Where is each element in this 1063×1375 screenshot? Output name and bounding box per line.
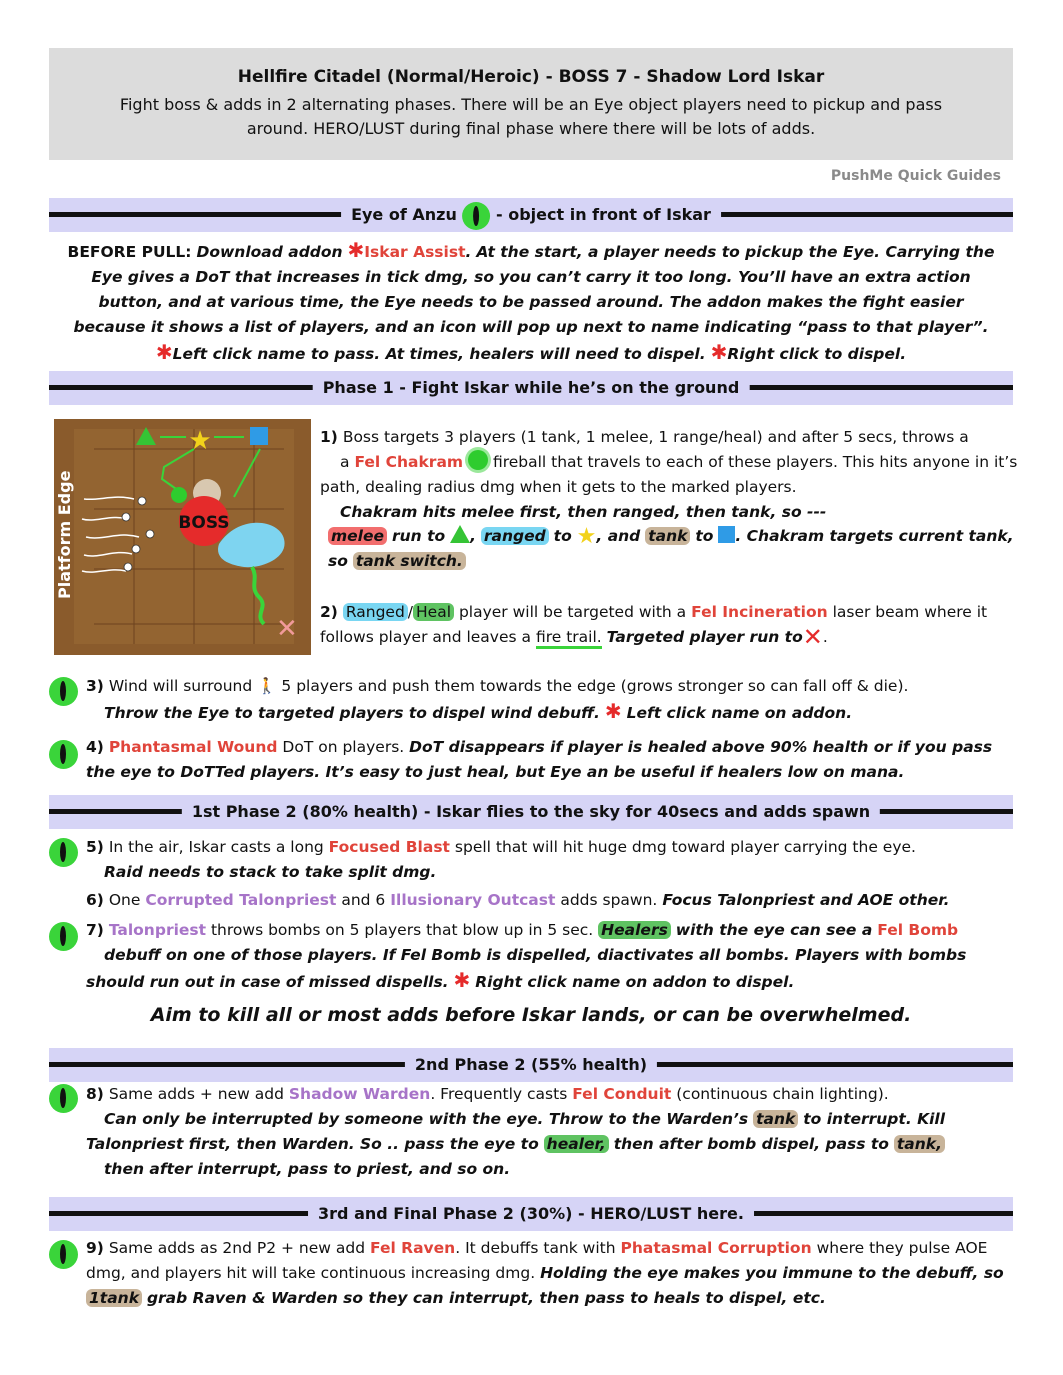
right-click-text: Right click to dispel. xyxy=(727,345,907,363)
section-phase1-title: Phase 1 - Fight Iskar while he’s on the ground xyxy=(313,371,750,405)
tank-highlight: tank, xyxy=(894,1135,945,1153)
spell-phantasmal-wound: Phantasmal Wound xyxy=(108,738,278,756)
fireball-icon xyxy=(468,450,488,470)
stick-figure-icon: 🚶 xyxy=(257,677,277,695)
spell-fel-chakram: Fel Chakram xyxy=(354,453,464,471)
eye-icon xyxy=(49,740,78,769)
svg-text:✕: ✕ xyxy=(276,614,298,644)
asterisk-icon: ✱ xyxy=(155,340,173,364)
eye-icon xyxy=(49,1084,78,1113)
ranged-role-highlight: Ranged xyxy=(343,603,408,621)
spell-fel-bomb: Fel Bomb xyxy=(877,921,959,939)
spell-fel-incineration: Fel Incineration xyxy=(691,603,828,621)
item-8: 8) Same adds + new add Shadow Warden. Frequently casts Fel Conduit (continuous chain lighting). Can only be interrupted by someone with the eye. Throw to the Warden’s tank to interrupt. Kill Talonpriest first, then Warden. So .. pass the eye to healer, then after bomb dispel, pass to tank, then after interrupt, pass to priest, and so on. xyxy=(86,1085,946,1178)
add-corrupted-talonpriest: Corrupted Talonpriest xyxy=(145,891,337,909)
before-pull-label: BEFORE PULL: xyxy=(67,243,192,261)
healers-highlight: Healers xyxy=(598,921,671,939)
item-1: 1) Boss targets 3 players (1 tank, 1 melee, 1 range/heal) and after 5 secs, throws a a Fel Chakram fireball that travels to each of these players. This hits anyone in it’s path, dealing radius dmg when it gets to the marked players. Chakram hits melee first, then ranged, then tank, so --- xyxy=(320,428,1018,521)
tank-highlight: tank xyxy=(753,1110,798,1128)
asterisk-icon: ✱ xyxy=(347,238,365,262)
tank-highlight: 1tank xyxy=(86,1289,142,1307)
eye-section-text: BEFORE PULL: Download addon ✱Iskar Assist. At the start, a player needs to pickup the Eye. Carrying the Eye gives a DoT that increases in tick dmg, so you can’t carry it too long. You’ll have an extra action button, and at various time, the Eye needs to be passed around. The addon makes the fight easier because it shows a list of players, and an icon will pop up next to name indicating “pass to that player”. ✱Left click name to pass. At times, healers will need to dispel. ✱Right click to dispel. xyxy=(67,238,995,364)
section-phase2a-band xyxy=(49,795,1013,829)
item-1-continued: melee run to , ranged to ★, and tank to . Chakram targets current tank, so tank switch. xyxy=(328,524,1014,570)
page-title: Hellfire Citadel (Normal/Heroic) - BOSS 7 - Shadow Lord Iskar xyxy=(237,67,825,87)
section-eye-title-a: Eye of Anzu xyxy=(351,205,457,224)
ranged-highlight: ranged xyxy=(481,527,549,545)
svg-text:★: ★ xyxy=(188,426,212,456)
asterisk-icon: ✱ xyxy=(710,340,728,364)
eye-icon xyxy=(49,922,78,951)
spell-fel-conduit: Fel Conduit xyxy=(572,1085,672,1103)
item-7: 7) Talonpriest throws bombs on 5 players that blow up in 5 sec. Healers with the eye can see a Fel Bomb debuff on one of those players. If Fel Bomb is dispelled, diactivates all bombs. Players with bombs should run out in case of missed dispells. ✱ Right click name on addon to dispel. xyxy=(86,921,967,992)
item-6: 6) One Corrupted Talonpriest and 6 Illusionary Outcast adds spawn. Focus Talonpriest and AOE other. xyxy=(86,891,950,909)
download-text: Download addon xyxy=(196,243,343,261)
item-9: 9) Same adds as 2nd P2 + new add Fel Raven. It debuffs tank with Phatasmal Corruption where they pulse AOE dmg, and players hit will take continuous increasing dmg. Holding the eye makes you immune to the debuff, so 1tank grab Raven & Warden so they can interrupt, then pass to heals to dispel, etc. xyxy=(86,1239,1004,1307)
tank-highlight: tank xyxy=(645,527,690,545)
star-icon: ★ xyxy=(576,524,597,549)
eye-icon xyxy=(462,202,490,230)
item-2: 2) Ranged / Heal player will be targeted with a Fel Incineration laser beam where it follows player and leaves a fire trail. Targeted player run to✕. xyxy=(320,603,988,651)
square-icon xyxy=(718,526,735,543)
section-phase2b-band xyxy=(49,1048,1013,1082)
asterisk-icon: ✱ xyxy=(453,968,471,992)
addon-name: Iskar Assist xyxy=(364,243,466,261)
asterisk-icon: ✱ xyxy=(604,699,622,723)
section-phase2a-title: 1st Phase 2 (80% health) - Iskar flies to the sky for 40secs and adds spawn xyxy=(182,795,880,829)
section-eye-title-b: - object in front of Iskar xyxy=(496,205,711,224)
eye-icon xyxy=(49,1240,78,1269)
item-3: 3) Wind will surround 🚶 5 players and push them towards the edge (grows stronger so can fall off & die). Throw the Eye to targeted players to dispel wind debuff. ✱ Left click name on addon. xyxy=(86,677,909,723)
boss-label: BOSS xyxy=(178,513,230,533)
section-eye-band xyxy=(49,198,1013,232)
eye-icon xyxy=(49,838,78,867)
add-illusionary-outcast: Illusionary Outcast xyxy=(390,891,556,909)
section-phase1-band xyxy=(49,371,1013,405)
aim-note: Aim to kill all or most adds before Iskar lands, or can be overwhelmed. xyxy=(150,1004,912,1026)
section-phase2b-title: 2nd Phase 2 (55% health) xyxy=(405,1048,657,1082)
spell-phatasmal-corruption: Phatasmal Corruption xyxy=(620,1239,812,1257)
tank-switch-highlight: tank switch. xyxy=(353,552,466,570)
platform-edge-label: Platform Edge xyxy=(55,470,74,599)
triangle-icon xyxy=(450,525,470,543)
item-4: 4) Phantasmal Wound DoT on players. DoT disappears if player is healed above 90% health or if you pass the eye to DoTTed players. It’s easy to just heal, but Eye an be useful if healers low on mana. xyxy=(86,738,993,781)
add-shadow-warden: Shadow Warden xyxy=(288,1085,431,1103)
item-5: 5) In the air, Iskar casts a long Focused Blast spell that will hit huge dmg toward player carrying the eye. Raid needs to stack to take split dmg. xyxy=(86,838,916,881)
header-box xyxy=(49,48,1013,160)
page-summary: Fight boss & adds in 2 alternating phases. There will be an Eye object players need to pickup and pass around. HERO/LUST during final phase where there will be lots of adds. xyxy=(119,95,943,138)
section-phase2c-title: 3rd and Final Phase 2 (30%) - HERO/LUST here. xyxy=(308,1197,754,1231)
red-x-icon: ✕ xyxy=(802,623,823,651)
melee-highlight: melee xyxy=(328,527,387,545)
section-phase2c-band xyxy=(49,1197,1013,1231)
fire-trail-text: fire trail. xyxy=(536,628,602,649)
left-click-text: Left click name to pass. At times, healers will need to dispel. xyxy=(172,345,706,363)
credit-label: PushMe Quick Guides xyxy=(830,168,1001,184)
heal-role-highlight: Heal xyxy=(413,603,454,621)
intro-text: At the start, a player needs to pickup the Eye. Carrying the Eye gives a DoT that increases in tick dmg, so you can’t carry it too long. You’ll have an extra action button, and at various time, the Eye needs to be passed around. The addon makes the fight easier because it shows a list of players, and an icon will pop up next to name indicating “pass to that player”. xyxy=(73,243,995,336)
healer-highlight: healer, xyxy=(544,1135,609,1153)
arena-diagram xyxy=(54,419,311,655)
boss-arena-map xyxy=(54,419,311,655)
eye-icon xyxy=(49,677,78,706)
add-talonpriest: Talonpriest xyxy=(108,921,207,939)
spell-focused-blast: Focused Blast xyxy=(328,838,450,856)
add-fel-raven: Fel Raven xyxy=(369,1239,456,1257)
